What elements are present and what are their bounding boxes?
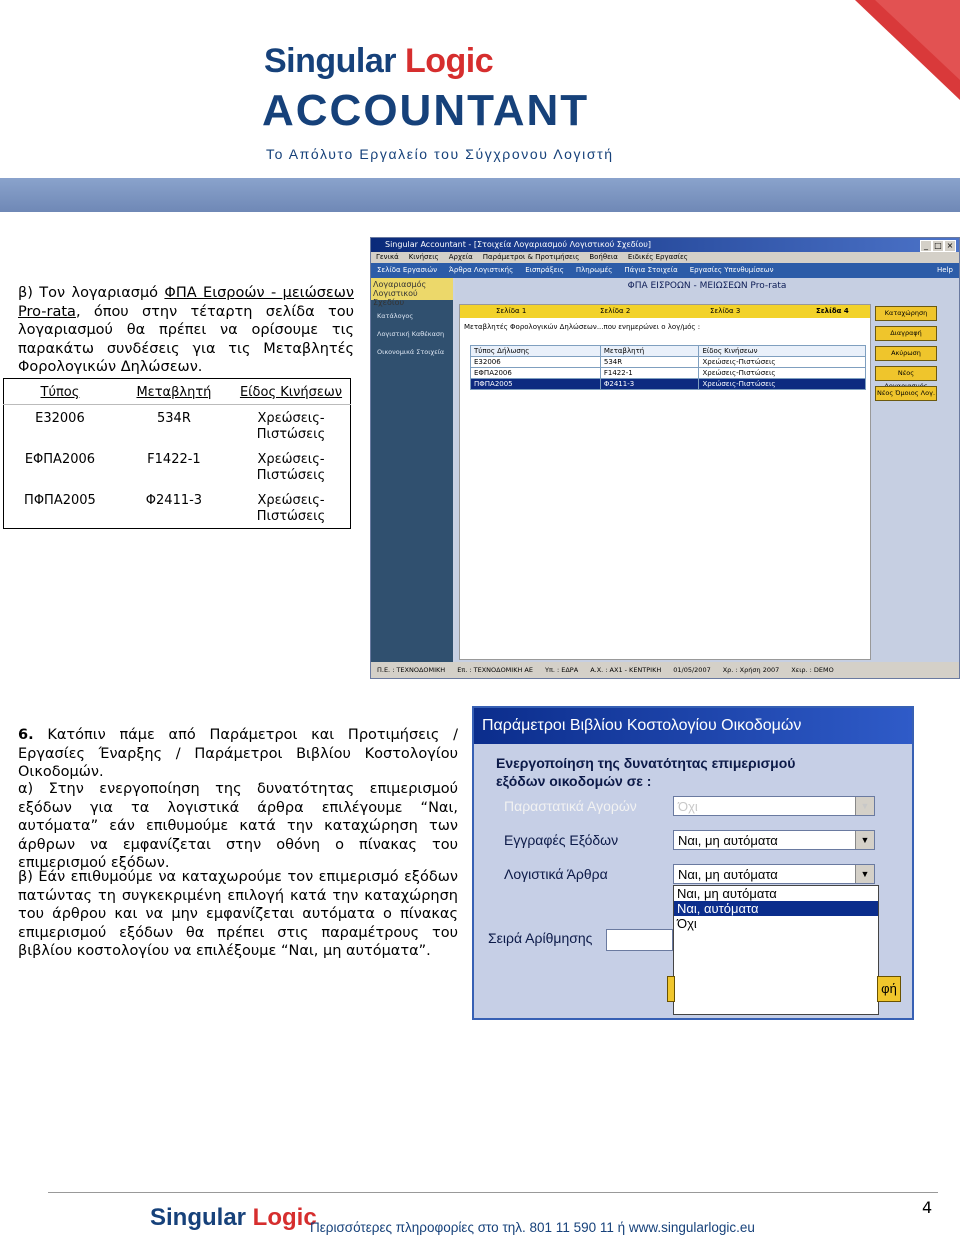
table-cell: Χρεώσεις-Πιστώσεις: [256, 493, 326, 524]
status-item: 01/05/2007: [673, 666, 711, 674]
table-cell: F1422-1: [147, 452, 201, 467]
chevron-down-icon[interactable]: ▼: [855, 797, 874, 815]
articles-combo[interactable]: Ναι, μη αυτόματα ▼: [673, 864, 875, 884]
singularlogic-logo: Singular Logic: [264, 42, 494, 80]
dialog-title: Παράμετροι Βιβλίου Κοστολογίου Οικοδομών: [474, 708, 912, 744]
articles-dropdown-list: [673, 885, 879, 1015]
chevron-down-icon[interactable]: ▼: [855, 865, 874, 883]
button-fragment[interactable]: [667, 976, 675, 1002]
new-account-button[interactable]: Νέος: [875, 366, 937, 381]
app-menu-bar: [371, 252, 959, 263]
menu-item[interactable]: Κινήσεις: [408, 253, 439, 261]
toolbar-item[interactable]: Σελίδα Εργασιών: [377, 266, 438, 274]
account-title: ΦΠΑ ΕΙΣΡΟΩΝ - ΜΕΙΩΣΕΩΝ Pro-rata: [627, 281, 787, 291]
table-cell: Χρεώσεις-Πιστώσεις: [256, 411, 326, 442]
purchases-label: Παραστατικά Αγορών: [504, 798, 637, 814]
table-row: [4, 446, 351, 487]
chevron-down-icon[interactable]: ▼: [855, 831, 874, 849]
dialog-heading: Ενεργοποίηση της δυνατότητας επιμερισμού εξόδων οικοδομών σε :: [496, 755, 796, 789]
grid-header-row: [471, 346, 866, 357]
grid-header: Μεταβλητή: [600, 346, 699, 357]
serial-input[interactable]: [606, 929, 673, 951]
status-item: Α.Χ. : ΑΧ1 - ΚΕΝΤΡΙΚΗ: [590, 666, 662, 674]
status-item: Χειρ. : DEMO: [791, 666, 834, 674]
grid-row[interactable]: [471, 368, 866, 379]
grid-header: Τύπος Δήλωσης: [471, 346, 601, 357]
app-main-area: [455, 278, 959, 662]
toolbar-item[interactable]: Πάγια Στοιχεία: [624, 266, 678, 274]
parameters-dialog: [472, 706, 914, 1020]
save-button-partial[interactable]: φή: [877, 976, 901, 1002]
intro-paragraph: β) Τον λογαριασμό ΦΠΑ Εισροών - μειώσεων Pro-rata, όπου στην τέταρτη σελίδα του λογαριασμού θα πρέπει να ορίσουμε τις παρακάτω συνδέσεις για τις Μεταβλητές Φορολογικών Δηλώσεων.: [18, 285, 354, 375]
grid-cell: Φ2411-3: [600, 379, 699, 390]
col-header-movement-kind: Είδος Κινήσεων: [232, 379, 351, 405]
sidebar-header: Λογαριασμός Λογιστικού Σχεδίου: [371, 278, 453, 300]
status-item: Επ. : ΤΕΧΝΟΔΟΜΙΚΗ ΑΕ: [457, 666, 533, 674]
footer-contact: Περισσότερες πληροφορίες στο τηλ. 801 11 590 11 ή www.singularlogic.eu: [310, 1220, 755, 1235]
expenses-combo[interactable]: Ναι, μη αυτόματα ▼: [673, 830, 875, 850]
grid-header: Είδος Κινήσεων: [699, 346, 866, 357]
variables-table: [3, 378, 351, 529]
delete-button[interactable]: Διαγραφή: [875, 326, 937, 341]
close-icon[interactable]: ×: [944, 240, 956, 252]
col-header-type: Τύπος: [4, 379, 116, 405]
purchases-combo[interactable]: Όχι ▼: [673, 796, 875, 816]
table-cell: ΠΦΠΑ2005: [24, 493, 96, 508]
step-6-paragraph: 6. Κατόπιν πάμε από Παράμετροι και Προτιμήσεις / Εργασίες Έναρξης / Παράμετροι Βιβλίου Κοστολογίου Οικοδομών.: [18, 727, 458, 780]
maximize-icon[interactable]: □: [932, 240, 944, 252]
paragraph-b: β) Εάν επιθυμούμε να καταχωρούμε τον επιμερισμό εξόδων πατώντας τη συγκεκριμένη επιλογή κατά την καταχώρηση του άρθρου και να μην εμφανίζεται αυτόματα ο πίνακας επιμερισμού εξόδων θα πρέπει στις παραμέτρους του βιβλίου κοστολογίου να επιλέξουμε “Ναι, μη αυτόματα”.: [18, 869, 458, 959]
grid-cell: F1422-1: [600, 368, 699, 379]
grid-cell: 534R: [600, 357, 699, 368]
toolbar-item[interactable]: Εισπράξεις: [525, 266, 564, 274]
table-row: [4, 405, 351, 447]
dropdown-option[interactable]: Ναι, μη αυτόματα: [677, 886, 777, 901]
footer-divider: [48, 1192, 938, 1193]
table-cell: Φ2411-3: [145, 493, 203, 508]
grid-cell: ΠΦΠΑ2005: [471, 379, 601, 390]
col-header-variable: Μεταβλητή: [116, 379, 232, 405]
tab-page-2[interactable]: Σελίδα 2: [600, 307, 631, 315]
grid-cell: ΕΦΠΑ2006: [471, 368, 601, 379]
menu-item[interactable]: Αρχεία: [448, 253, 473, 261]
serial-label: Σειρά Αρίθμησης: [488, 930, 593, 946]
app-toolbar: [371, 263, 959, 278]
grid-row-selected[interactable]: [471, 379, 866, 390]
header-bar: [0, 178, 960, 212]
menu-item[interactable]: Ειδικές Εργασίες: [627, 253, 688, 261]
sidebar-item[interactable]: Κατάλογος: [377, 312, 414, 320]
toolbar-item-help[interactable]: Help: [937, 266, 953, 274]
app-sidebar: [371, 278, 453, 662]
menu-item[interactable]: Γενικά: [376, 253, 399, 261]
table-cell: Χρεώσεις-Πιστώσεις: [256, 452, 326, 483]
footer-logo: Singular Logic: [150, 1204, 317, 1231]
tab-page-1[interactable]: Σελίδα 1: [496, 307, 527, 315]
status-item: Υπ. : ΕΔΡΑ: [544, 666, 579, 674]
status-item: Π.Ε. : ΤΕΧΝΟΔΟΜΙΚΗ: [377, 666, 446, 674]
app-title-bar: Singular Accountant - [Στοιχεία Λογαριασμού Λογιστικού Σχεδίου]: [371, 238, 959, 252]
new-similar-account-button[interactable]: Νέος Όμοιος Λογ.: [875, 386, 937, 401]
status-item: Χρ. : Χρήση 2007: [722, 666, 780, 674]
tagline: Το Απόλυτο Εργαλείο του Σύγχρονου Λογιστή: [266, 146, 614, 162]
articles-label: Λογιστικά Άρθρα: [504, 866, 608, 882]
grid-cell: Χρεώσεις-Πιστώσεις: [699, 379, 866, 390]
app-status-bar: [371, 662, 959, 678]
step-number: 6.: [18, 727, 34, 743]
toolbar-item[interactable]: Εργασίες Υπενθυμίσεων: [689, 266, 774, 274]
table-header-row: [4, 379, 351, 405]
corner-decoration: [855, 0, 960, 100]
table-row: [4, 487, 351, 529]
grid-cell: Χρεώσεις-Πιστώσεις: [699, 357, 866, 368]
app-grid: [470, 345, 866, 390]
table-cell: ΕΦΠΑ2006: [24, 452, 96, 467]
panel-subtitle: Μεταβλητές Φορολογικών Δηλώσεων...που ενημερώνει ο λογ/μός :: [464, 323, 701, 331]
menu-item[interactable]: Παράμετροι & Προτιμήσεις: [482, 253, 580, 261]
table-cell: Ε32006: [35, 411, 85, 426]
menu-item[interactable]: Βοήθεια: [589, 253, 618, 261]
tab-page-3[interactable]: Σελίδα 3: [710, 307, 741, 315]
toolbar-item[interactable]: Άρθρα Λογιστικής: [449, 266, 514, 274]
table-cell: 534R: [157, 411, 191, 426]
grid-cell: Χρεώσεις-Πιστώσεις: [699, 368, 866, 379]
page-number: 4: [922, 1198, 933, 1217]
sidebar-item[interactable]: Οικονομικά Στοιχεία: [377, 348, 445, 356]
account-panel: [459, 304, 871, 660]
grid-row[interactable]: [471, 357, 866, 368]
save-button[interactable]: Καταχώρηση: [875, 306, 937, 321]
cancel-button[interactable]: Ακύρωση: [875, 346, 937, 361]
dropdown-option[interactable]: Όχι: [677, 916, 697, 931]
sidebar-item[interactable]: Λογιστική Καθέκαση: [377, 330, 445, 338]
product-name: ACCOUNTANT: [262, 86, 590, 135]
page-tabs: [460, 305, 870, 318]
minimize-icon[interactable]: _: [920, 240, 932, 252]
paragraph-a: α) Στην ενεργοποίηση της δυνατότητας επιμερισμού εξόδων για τα λογιστικά άρθρα επιλέγουμε “Ναι, αυτόματα” εάν επιθυμούμε κατά την καταχώρηση των άρθρων να εμφανίζεται στην οθόνη ο πίνακας του επιμερισμού εξόδων.: [18, 781, 458, 871]
dropdown-option-highlighted[interactable]: Ναι, αυτόματα: [674, 901, 878, 916]
grid-cell: Ε32006: [471, 357, 601, 368]
intro-link: ΦΠΑ Εισροών - μειώσεων Pro-rata: [18, 285, 354, 320]
tab-page-4[interactable]: Σελίδα 4: [816, 307, 849, 315]
expenses-label: Εγγραφές Εξόδων: [504, 832, 619, 848]
accountant-screenshot: [370, 237, 960, 679]
toolbar-item[interactable]: Πληρωμές: [575, 266, 613, 274]
